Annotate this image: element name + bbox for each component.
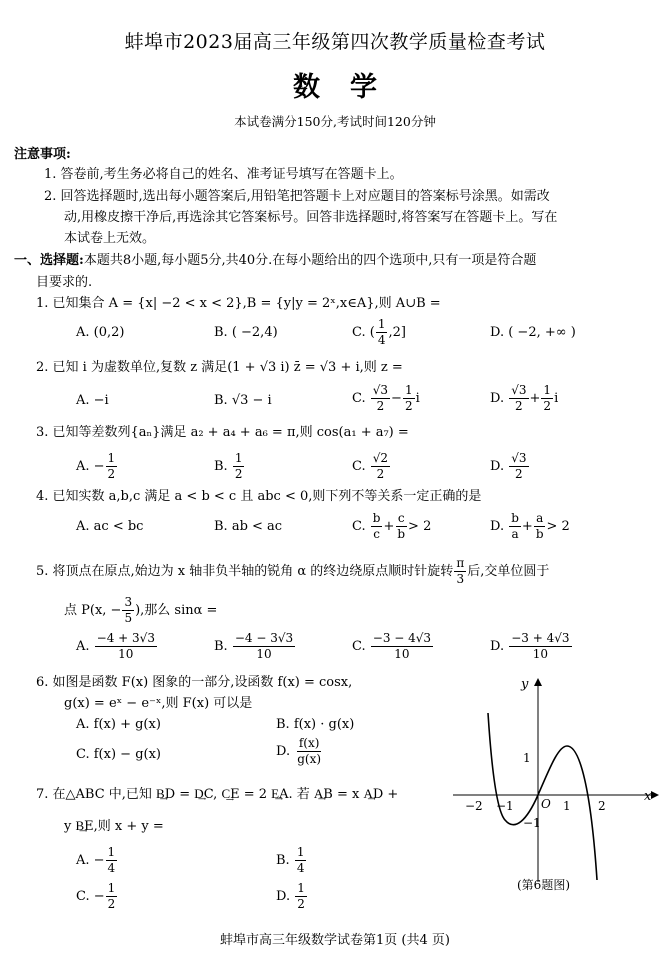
section-1-line2: 目要求的. — [36, 275, 93, 290]
q1-option-d: D. ( −2, +∞ ) — [490, 325, 576, 340]
q2-option-b: B. √3 − i — [214, 393, 272, 408]
tick-x-neg1: −1 — [496, 799, 514, 813]
q5-option-b: B. $\frac{-4 - 3√3}{10}$ — [214, 631, 294, 662]
q4-option-a: A. ac < bc — [76, 519, 144, 534]
notice-item-2-line3: 本试卷上无效。 — [64, 231, 156, 246]
exam-title: 蚌埠市2023届高三年级第四次教学质量检查考试 — [124, 31, 546, 53]
x-axis-label: x — [644, 789, 652, 804]
q6-option-c: C. f(x) − g(x) — [76, 747, 161, 762]
q6-option-d: D. $\frac{f(x)}{g(x)}$ — [276, 736, 322, 767]
q5-option-c: C. $\frac{-3 - 4√3}{10}$ — [352, 631, 432, 662]
notice-item-2-line2: 动,用橡皮擦干净后,再选涂其它答案标号。回答非选择题时,将答案写在答题卡上。写在 — [64, 210, 558, 225]
q3-option-d: D. $\frac{√3}{2}$ — [490, 451, 527, 482]
tick-x-1: 1 — [563, 799, 571, 813]
y-axis-label: y — [521, 677, 529, 692]
exam-subtitle: 本试卷满分150分,考试时间120分钟 — [234, 114, 436, 129]
notice-heading: 注意事项: — [14, 147, 71, 162]
subject-title: 数学 — [293, 72, 407, 103]
section-1-line1: 本题共8小题,每小题5分,共40分.在每小题给出的四个选项中,只有一项是符合题 — [83, 253, 537, 268]
q2-option-d: D. $\frac{√3}{2}$ + $\frac{1}{2}$ i — [490, 383, 559, 414]
q7-option-c: C. − $\frac{1}{2}$ — [76, 881, 116, 912]
q5-option-a: A. $\frac{-4 + 3√3}{10}$ — [76, 631, 155, 662]
q6-option-b: B. f(x) · g(x) — [276, 717, 355, 732]
tick-x-2: 2 — [598, 799, 606, 813]
q1-option-c: C. ( $\frac{1}{4}$ ,2] — [352, 317, 406, 348]
q7-stem-line1: 7. 在△ABC 中,已知 B͢D = D͢C, C͢E = 2 E͢A. 若 A͢B = x A͢D + — [36, 787, 399, 802]
q3-stem: 3. 已知等差数列{aₙ}满足 a₂ + a₄ + a₆ = π,则 cos(a₁ + a₇) = — [36, 425, 409, 440]
q6-option-a: A. f(x) + g(x) — [76, 717, 161, 732]
section-1-instructions — [14, 254, 536, 267]
q2-stem: 2. 已知 i 为虚数单位,复数 z 满足(1 + √3 i) z̄ = √3 + i,则 z = — [36, 360, 403, 375]
section-1-label: 一、选择题: — [14, 253, 84, 268]
q7-stem-line2: y B͢E,则 x + y = — [64, 819, 164, 834]
page-footer: 蚌埠市高三年级数学试卷第1页 (共4 页) — [220, 933, 450, 948]
q5-stem-line1: 5. 将顶点在原点,始边为 x 轴非负半轴的锐角 α 的终边绕原点顺时针旋转 $\frac{\pi}{3}$ 后,交单位圆于 — [36, 556, 550, 587]
q7-option-a: A. − $\frac{1}{4}$ — [76, 845, 116, 876]
q7-option-b: B. $\frac{1}{4}$ — [276, 845, 305, 876]
q6-graph-caption: (第6题图) — [517, 878, 570, 892]
q3-option-b: B. $\frac{1}{2}$ — [214, 451, 243, 482]
fraction: $\frac{1}{4}$ — [377, 317, 386, 348]
q3-option-a: A. − $\frac{1}{2}$ — [76, 451, 116, 482]
notice-item-1: 1. 答卷前,考生务必将自己的姓名、准考证号填写在答题卡上。 — [44, 167, 403, 182]
q1-option-b: B. ( −2,4) — [214, 325, 278, 340]
notice-item-2-line1: 2. 回答选择题时,选出每小题答案后,用铅笔把答题卡上对应题目的答案标号涂黑。如需改 — [44, 189, 550, 204]
tick-x-neg2: −2 — [465, 799, 483, 813]
q3-option-c: C. $\frac{√2}{2}$ — [352, 451, 389, 482]
origin-label: O — [541, 797, 551, 811]
q4-option-b: B. ab < ac — [214, 519, 283, 534]
q4-option-c: C. $\frac{b}{c}$ + $\frac{c}{b}$ > 2 — [352, 511, 432, 542]
q4-stem: 4. 已知实数 a,b,c 满足 a < b < c 且 abc < 0,则下列不等关系一定正确的是 — [36, 489, 482, 504]
q6-stem-line2: g(x) = eˣ − e⁻ˣ,则 F(x) 可以是 — [64, 696, 253, 711]
tick-y-1: 1 — [523, 751, 531, 765]
q2-option-a: A. −i — [76, 393, 109, 408]
q6-stem-line1: 6. 如图是函数 F(x) 图象的一部分,设函数 f(x) = cosx, — [36, 675, 353, 690]
q7-option-d: D. $\frac{1}{2}$ — [276, 881, 305, 912]
q6-function-graph — [445, 670, 665, 900]
tick-y-neg1: −1 — [523, 816, 541, 830]
q4-option-d: D. $\frac{b}{a}$ + $\frac{a}{b}$ > 2 — [490, 511, 570, 542]
q1-stem: 1. 已知集合 A = {x| −2 < x < 2},B = {y|y = 2ˣ,x∈A},则 A∪B = — [36, 296, 441, 311]
q1-option-a: A. (0,2) — [76, 325, 125, 340]
q2-option-c: C. $\frac{√3}{2}$ − $\frac{1}{2}$ i — [352, 383, 420, 414]
q5-stem-line2: 点 P(x, − $\frac{3}{5}$ ),那么 sinα = — [64, 595, 218, 626]
q5-option-d: D. $\frac{-3 + 4√3}{10}$ — [490, 631, 570, 662]
